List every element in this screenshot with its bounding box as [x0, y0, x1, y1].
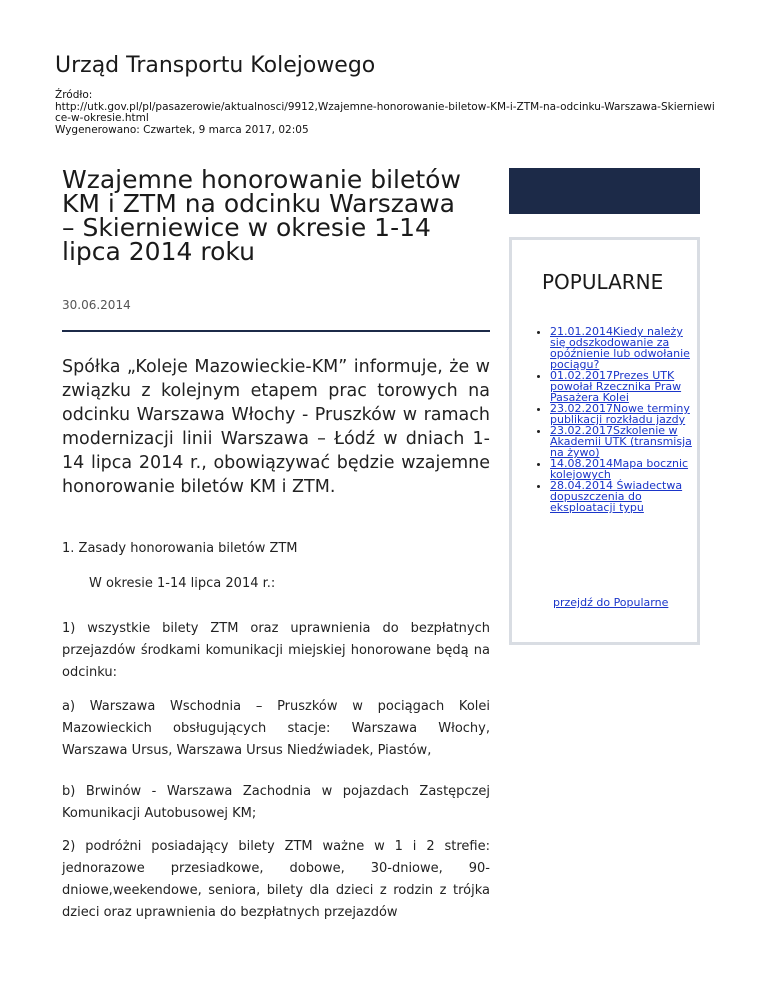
article-title: Wzajemne honorowanie biletów KM i ZTM na odcinku Warszawa – Skierniewice w okresie 1-14 lipca 2014 roku — [62, 165, 461, 266]
list-item — [550, 326, 700, 370]
popular-link-5[interactable]: 14.08.2014Mapa bocznic kolejowych — [550, 457, 689, 481]
popular-link-6[interactable]: 28.04.2014 Świadectwa dopuszczenia do eksploatacji typu — [550, 479, 683, 514]
period-line: W okresie 1-14 lipca 2014 r.: — [89, 576, 276, 591]
list-item — [550, 480, 700, 513]
more-popular-link[interactable]: przejdź do Popularne — [553, 596, 669, 609]
article-lead: Spółka „Koleje Mazowieckie-KM” informuje, że w związku z kolejnym etapem prac torowych na odcinku Warszawa Włochy - Pruszków w ramach modernizacji linii Warszawa – Łódź w dniach 1-14 lipca 2014 r., obowiązywać będzie wzajemne honorowanie biletów KM i ZTM. — [62, 357, 490, 497]
popular-link-4[interactable]: 23.02.2017Szkolenie w Akademii UTK (transmisja na żywo) — [550, 424, 692, 459]
paragraph-a: a) Warszawa Wschodnia – Pruszków w pociągach Kolei Mazowieckich obsługujących stacje: Warszawa Włochy, Warszawa Ursus, Warszawa Ursus Niedźwiadek, Piastów, — [62, 699, 490, 758]
list-item — [550, 458, 700, 480]
popular-link-1[interactable]: 21.01.2014Kiedy należy się odszkodowanie za opóźnienie lub odwołanie pociągu? — [550, 325, 690, 371]
generated-date: Wygenerowano: Czwartek, 9 marca 2017, 02:05 — [55, 123, 309, 136]
source-meta — [55, 90, 715, 136]
sidebar-banner — [509, 168, 700, 214]
popular-box — [509, 237, 700, 645]
list-item — [550, 370, 700, 403]
source-url: http://utk.gov.pl/pl/pasazerowie/aktualnosci/9912,Wzajemne-honorowanie-biletow-KM-i-ZTM-na-odcinku-Warszawa-Skierniewice-w-okresie.html — [55, 100, 715, 124]
section-heading: 1. Zasady honorowania biletów ZTM — [62, 541, 298, 556]
list-item — [550, 425, 700, 458]
paragraph-b: b) Brwinów - Warszawa Zachodnia w pojazdach Zastępczej Komunikacji Autobusowej KM; — [62, 784, 490, 821]
paragraph-2: 2) podróżni posiadający bilety ZTM ważne w 1 i 2 strefie: jednorazowe przesiadkowe, dobowe, 30-dniowe, 90-dniowe,weekendowe, seniora, bilety dla dzieci z rodzin z trójka dzieci oraz uprawnienia do bezpłatnych przejazdów — [62, 839, 490, 920]
popular-list — [536, 326, 700, 513]
article — [62, 165, 490, 920]
article-date: 30.06.2014 — [62, 298, 131, 312]
site-title: Urząd Transportu Kolejowego — [55, 53, 376, 78]
popular-link-3[interactable]: 23.02.2017Nowe terminy publikacji rozkładu jazdy — [550, 402, 690, 426]
source-label: Źródło: — [55, 89, 93, 101]
title-divider — [62, 330, 490, 332]
list-item — [550, 403, 700, 425]
paragraph-1: 1) wszystkie bilety ZTM oraz uprawnienia do bezpłatnych przejazdów środkami komunikacji miejskiej honorowane będą na odcinku: — [62, 621, 490, 680]
popular-link-2[interactable]: 01.02.2017Prezes UTK powołał Rzecznika Praw Pasażera Kolei — [550, 369, 682, 404]
popular-heading: POPULARNE — [542, 270, 664, 294]
